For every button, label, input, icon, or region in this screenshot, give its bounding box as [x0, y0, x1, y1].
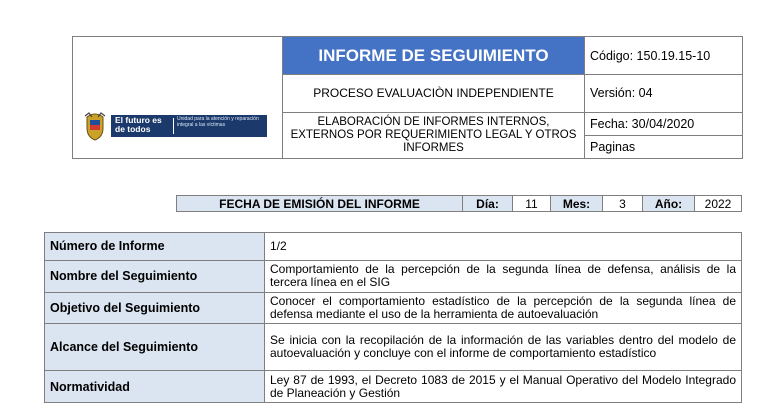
table-row — [45, 324, 742, 371]
year-value: 2022 — [695, 196, 742, 212]
document-code: Código: 150.19.15-10 — [585, 37, 743, 75]
row-label: Objetivo del Seguimiento — [45, 292, 265, 324]
year-label: Año: — [643, 196, 695, 212]
document-version: Versión: 04 — [585, 75, 743, 112]
logo-divider — [173, 118, 174, 134]
logo-sub-text: Unidad para la atención y reparación integral a las víctimas — [177, 116, 259, 128]
day-value: 11 — [513, 196, 551, 212]
document-date: Fecha: 30/04/2020 — [585, 112, 743, 135]
row-value: 1/2 — [265, 233, 742, 261]
document-header — [72, 36, 743, 159]
coat-of-arms-icon — [83, 111, 107, 141]
logo-cell — [73, 37, 283, 159]
row-label: Alcance del Seguimiento — [45, 324, 265, 371]
table-row — [45, 292, 742, 324]
table-row — [45, 233, 742, 261]
row-label: Nombre del Seguimiento — [45, 260, 265, 292]
month-value: 3 — [603, 196, 643, 212]
logo-brand-text: El futuro es de todos — [115, 115, 162, 134]
row-value: Comportamiento de la percepción de la segunda línea de defensa, análisis de la tercera línea en el SIG — [265, 260, 742, 292]
process-name: PROCESO EVALUACIÒN INDEPENDIENTE — [283, 75, 585, 112]
row-value: Ley 87 de 1993, el Decreto 1083 de 2015 y el Manual Operativo del Modelo Integrado de Planeación y Gestión — [265, 371, 742, 403]
report-info-table — [44, 232, 742, 403]
row-value: Se inicia con la recopilación de la información de las variables dentro del modelo de autoevaluación y concluye con el informe de comportamiento estadístico — [265, 324, 742, 371]
institution-logo — [81, 109, 281, 149]
elaboration-description: ELABORACIÓN DE INFORMES INTERNOS, EXTERNOS POR REQUERIMIENTO LEGAL Y OTROS INFORMES — [283, 112, 585, 158]
table-row — [45, 371, 742, 403]
row-value: Conocer el comportamiento estadístico de la percepción de la segunda línea de defensa mediante el uso de la herramienta de autoevaluación — [265, 292, 742, 324]
table-row — [45, 260, 742, 292]
row-label: Número de Informe — [45, 233, 265, 261]
row-label: Normatividad — [45, 371, 265, 403]
document-title: INFORME DE SEGUIMIENTO — [283, 37, 585, 75]
issue-date-row — [176, 195, 742, 212]
month-label: Mes: — [551, 196, 603, 212]
day-label: Día: — [463, 196, 513, 212]
issue-date-label: FECHA DE EMISIÓN DEL INFORME — [177, 196, 463, 212]
document-pages: Paginas — [585, 135, 743, 158]
